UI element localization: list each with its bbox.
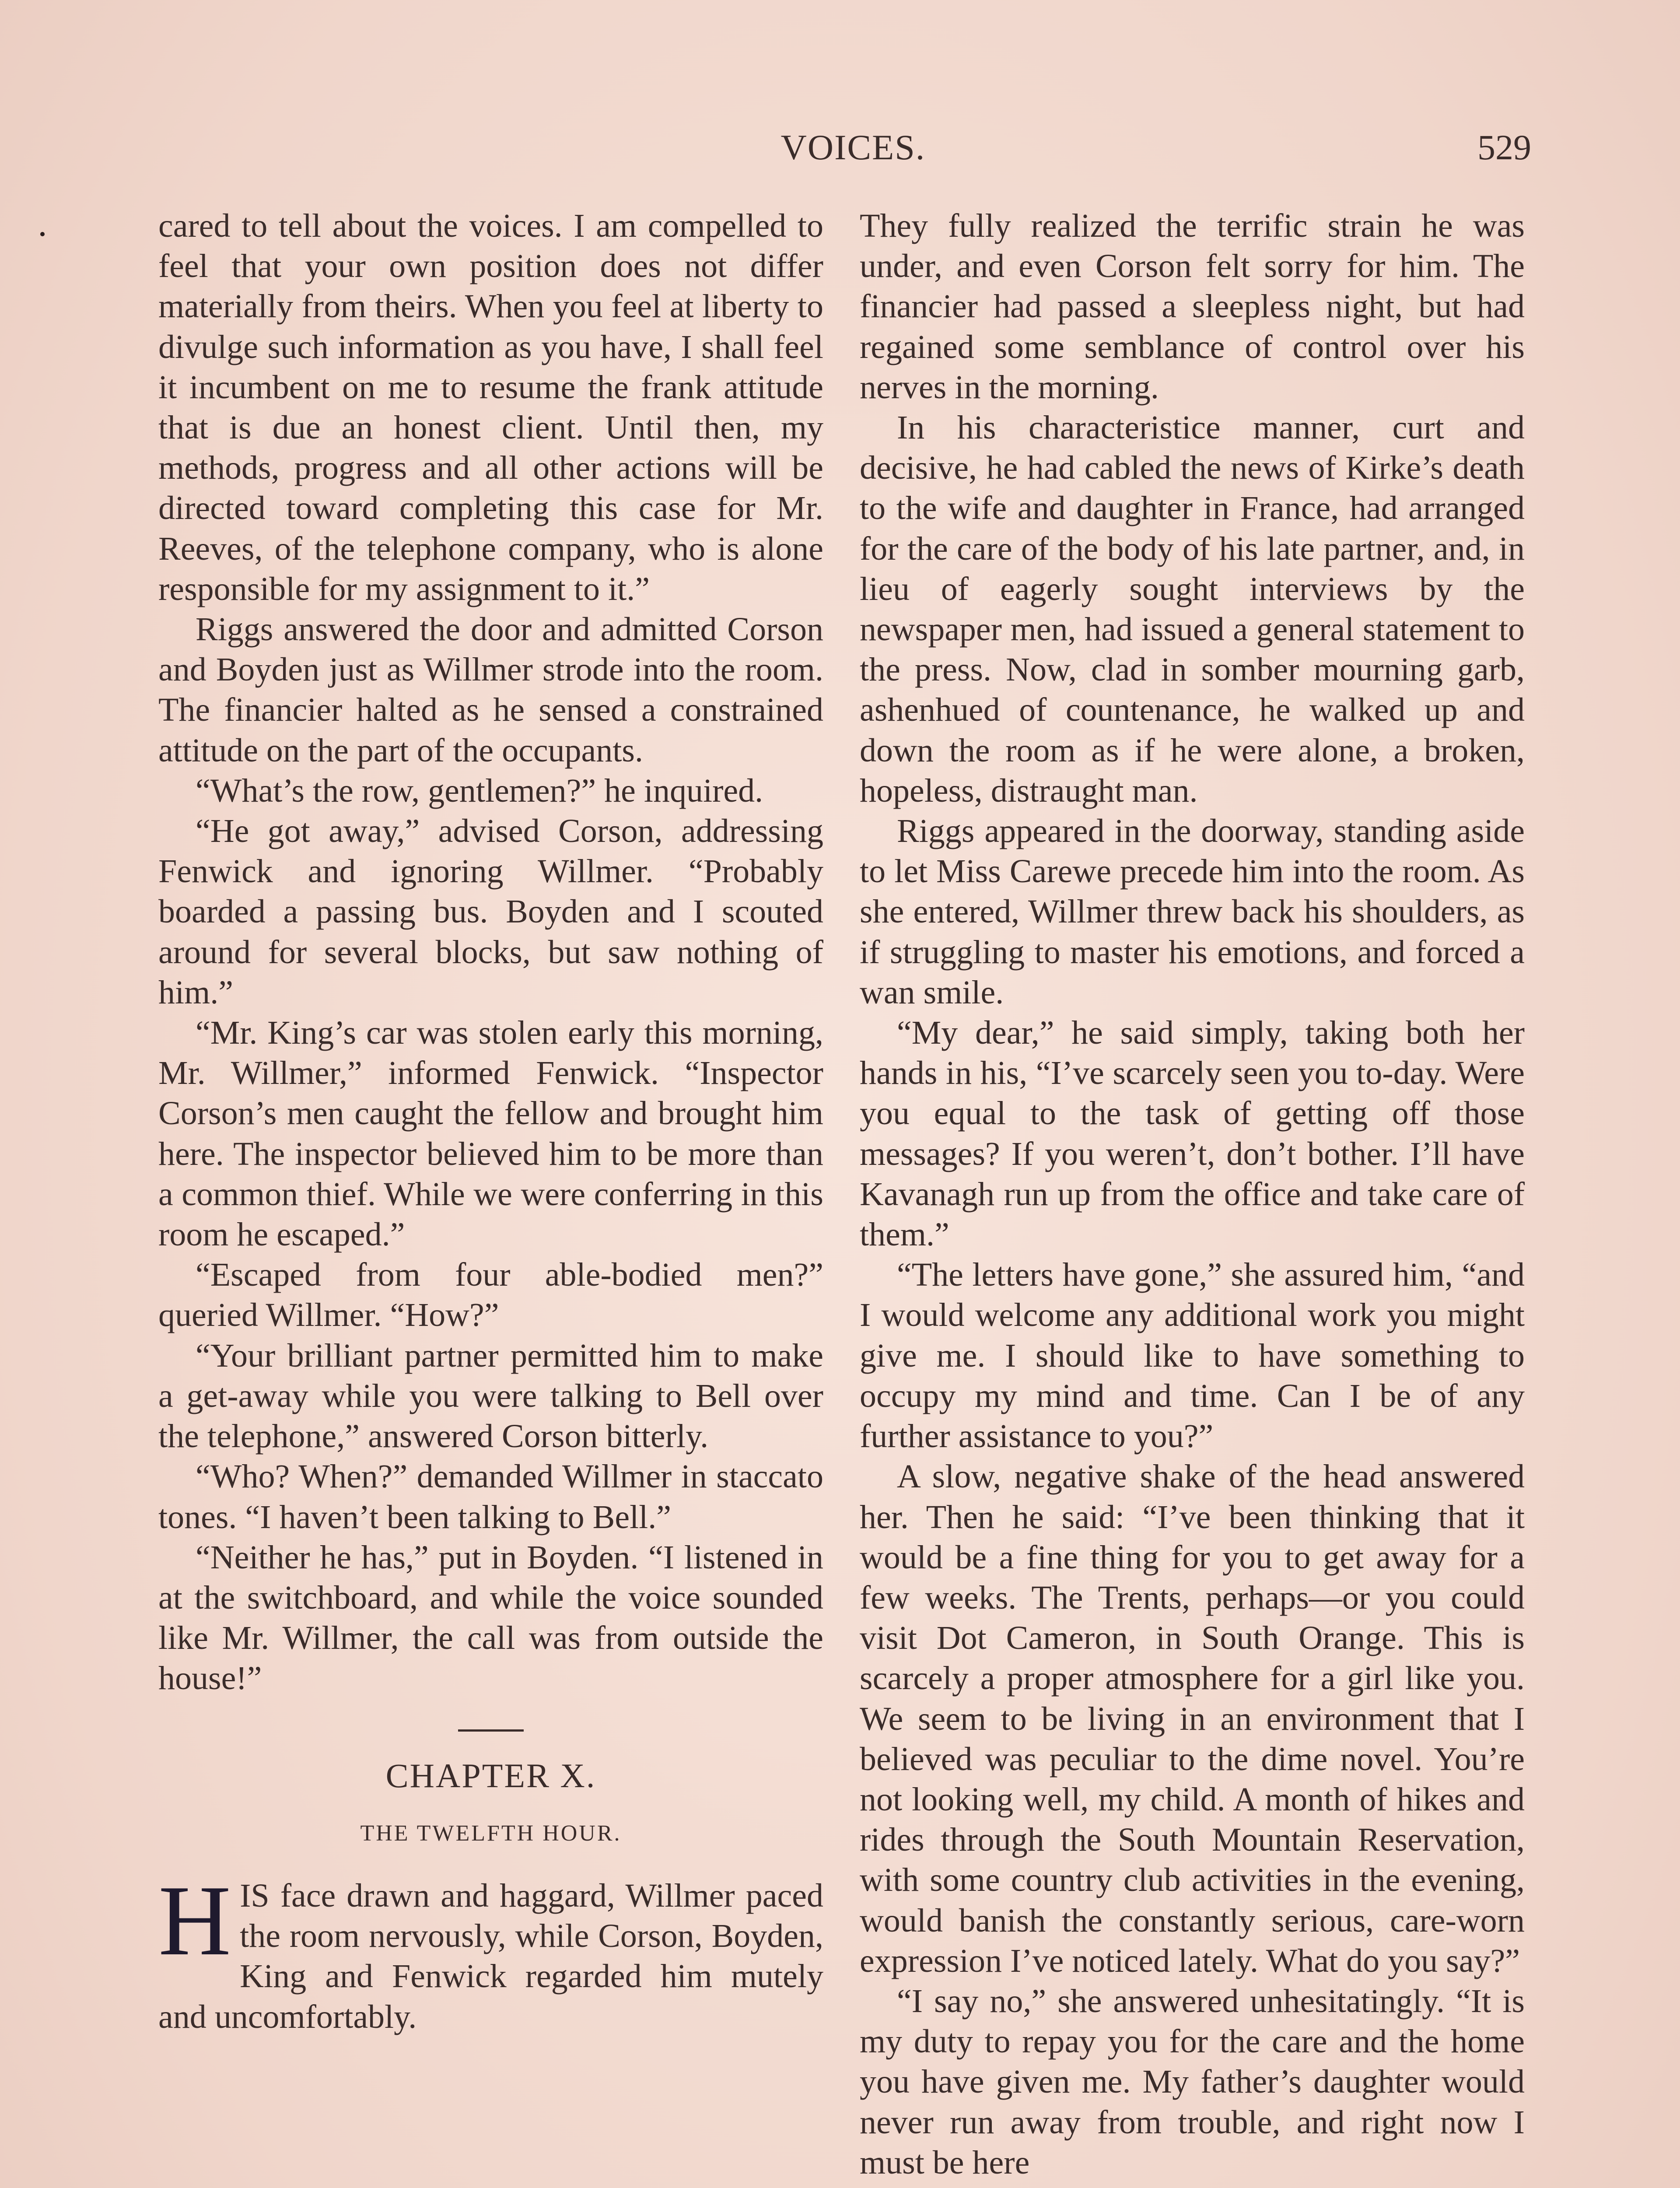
paragraph: In his characteristice manner, curt and decisive, he had cabled the news of Kirke’s death to the wife and daughter in France, had arranged for the care of the body of his late partner, and, in lieu of eagerly sought interviews by the newspaper men, had issued a general statement to the press. Now, clad in somber mourning garb, ashenhued of countenance, he walked up and down the room as if he were alone, a broken, hopeless, distraught man. bbox=[860, 409, 1525, 809]
paragraph: A slow, negative shake of the head answered her. Then he said: “I’ve been thinking that it would be a fine thing for you to get away for a few weeks. The Trents, perhaps—or you could visit Dot Cameron, in South Orange. This is scarcely a proper atmosphere for a girl like you. We seem to be living in an environment that I believed was peculiar to the dime novel. You’re not looking well, my child. A month of hikes and rides through the South Mountain Reservation, with some country club activities in the evening, would banish the constantly serious, care-worn expression I’ve noticed lately. What do you say?” bbox=[860, 1458, 1525, 1979]
chapter-title: CHAPTER X. bbox=[385, 1756, 596, 1795]
page-number: 529 bbox=[1477, 127, 1531, 167]
paragraph: “I say no,” she answered unhesitatingly. “It is my duty to repay you for the care and the home you have given me. My father’s daughter would never run away from trouble, and right now I must be here bbox=[860, 1982, 1525, 2181]
left-column bbox=[158, 206, 823, 2037]
ink-speck bbox=[40, 232, 45, 236]
paragraph: “Neither he has,” put in Boyden. “I listened in at the switchboard, and while the voice sounded like Mr. Willmer, the call was from outside the house!” bbox=[158, 1539, 823, 1697]
paragraph: “Mr. King’s car was stolen early this morning, Mr. Willmer,” informed Fenwick. “Inspector Corson’s men caught the fellow and brought him here. The inspector believed him to be more than a common thief. While we were conferring in this room he escaped.” bbox=[158, 1014, 823, 1253]
opening-paragraph bbox=[158, 1864, 823, 2037]
chapter-subtitle: THE TWELFTH HOUR. bbox=[360, 1820, 622, 1846]
right-column bbox=[860, 206, 1525, 2183]
paragraph: “Your brilliant partner permitted him to make a get-away while you were talking to Bell over the telephone,” answered Corson bitterly. bbox=[158, 1337, 823, 1455]
paragraph: Riggs appeared in the doorway, standing aside to let Miss Carewe precede him into the room. As she entered, Willmer threw back his shoulders, as if struggling to master his emotions, and forced a wan smile. bbox=[860, 813, 1525, 1011]
paragraph: cared to tell about the voices. I am compelled to feel that your own position does not differ materially from theirs. When you feel at liberty to divulge such information as you have, I shall feel it incumbent on me to resume the frank attitude that is due an honest client. Until then, my methods, progress and all other actions will be directed toward completing this case for Mr. Reeves, of the telephone company, who is alone responsible for my assignment to it.” bbox=[158, 207, 823, 607]
paragraph: “Escaped from four able-bodied men?” queried Willmer. “How?” bbox=[158, 1256, 823, 1334]
paragraph: “What’s the row, gentlemen?” he inquired. bbox=[196, 772, 763, 809]
drop-cap: H bbox=[158, 1864, 231, 1976]
paragraph: They fully realized the terrific strain he was under, and even Corson felt sorry for him. The financier had passed a sleepless night, but had regained some semblance of control over his nerves in the morning. bbox=[860, 207, 1525, 406]
paragraph: “The letters have gone,” she assured him, “and I would welcome any additional work you might give me. I should like to have something to occupy my mind and time. Can I be of any further assistance to you?” bbox=[860, 1256, 1525, 1455]
running-title: VOICES. bbox=[780, 127, 926, 167]
section-divider bbox=[458, 1729, 524, 1732]
paragraph: Riggs answered the door and admitted Corson and Boyden just as Willmer strode into the room. The financier halted as he sensed a constrained attitude on the part of the occupants. bbox=[158, 611, 823, 769]
opening-text: IS face drawn and haggard, Willmer paced the room nervously, while Corson, Boyden, King and Fenwick regarded him mutely and uncomfortably. bbox=[158, 1877, 823, 2035]
paragraph: “My dear,” he said simply, taking both her hands in his, “I’ve scarcely seen you to-day. Were you equal to the task of getting off those messages? If you weren’t, don’t bother. I’ll have Kavanagh run up from the office and take care of them.” bbox=[860, 1014, 1525, 1253]
paragraph: “He got away,” advised Corson, addressing Fenwick and ignoring Willmer. “Probably boarded a passing bus. Boyden and I scouted around for several blocks, but saw nothing of him.” bbox=[158, 813, 823, 1011]
paragraph: “Who? When?” demanded Willmer in staccato tones. “I haven’t been talking to Bell.” bbox=[158, 1458, 823, 1536]
